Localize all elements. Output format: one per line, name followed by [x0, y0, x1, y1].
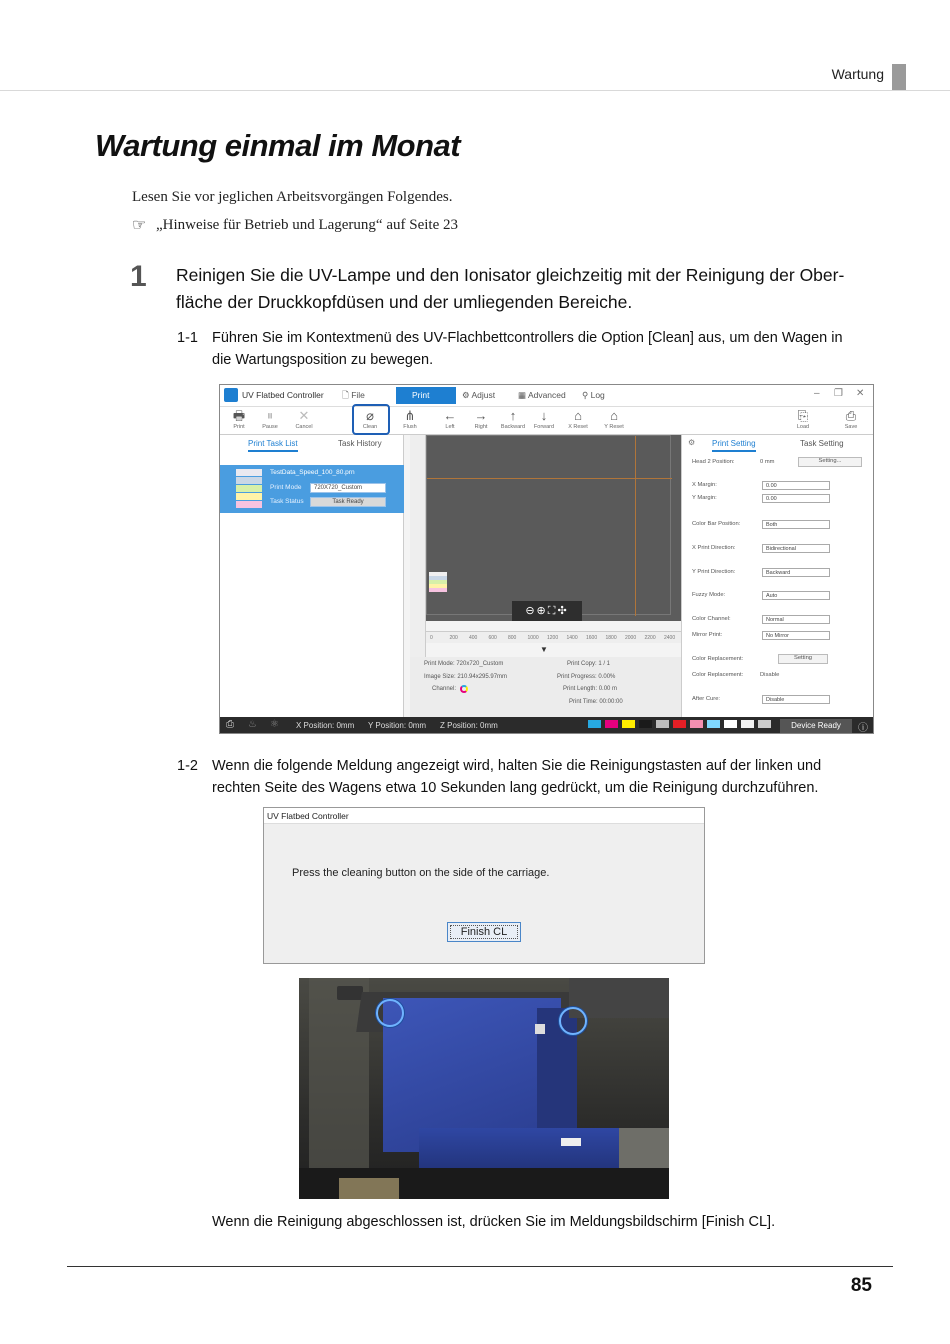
arrow-right-icon: → — [474, 408, 488, 423]
tool-label: Flush — [403, 424, 417, 430]
ruler-tick-label: 1800 — [605, 635, 617, 641]
arrow-down-icon: ↓ — [540, 408, 548, 423]
app-title: UV Flatbed Controller — [242, 390, 324, 400]
tool-label: Print — [233, 424, 245, 430]
substep-line: Führen Sie im Kontextmenü des UV-Flachbettcontrollers die Option [Clean] aus, um den Wagen in — [212, 330, 843, 346]
bed-guide-line — [635, 436, 636, 616]
left-cleaning-button-marker — [376, 999, 404, 1027]
thumbnail-stripe — [236, 493, 262, 500]
fuzzy-mode-select[interactable]: Auto — [762, 591, 830, 600]
ruler-tick-label: 2400 — [664, 635, 676, 641]
tool-label: X Reset — [568, 424, 588, 430]
save-tool-button[interactable] — [838, 408, 864, 430]
restore-icon[interactable]: ❐ — [834, 388, 843, 399]
ink-level-m — [605, 720, 618, 728]
substep-number: 1-2 — [177, 758, 198, 774]
substep-line: die Wartungsposition zu bewegen. — [212, 352, 434, 368]
after-cure-select[interactable]: Disable — [762, 695, 830, 704]
ink-level-wh — [724, 720, 737, 728]
substep-line: rechten Seite des Wagens etwa 10 Sekunden lang gedrückt, um die Reinigung durchzuführen. — [212, 780, 819, 796]
horizontal-ruler — [426, 631, 681, 643]
page-number: 85 — [850, 1275, 872, 1296]
tool-label: Clean — [362, 424, 378, 430]
close-icon[interactable]: ✕ — [856, 388, 865, 399]
app-statusbar — [220, 717, 873, 734]
task-list-panel — [220, 435, 404, 717]
menu-file-label: File — [351, 390, 365, 400]
y-direction-select[interactable]: Backward — [762, 568, 830, 577]
z-position-readout: Z Position: 0mm — [440, 721, 498, 730]
thumbnail-stripe — [236, 469, 262, 476]
flush-icon: ⋔ — [404, 408, 416, 423]
job-thumbnail — [429, 588, 447, 592]
setting-label: Head 2 Position: — [692, 459, 735, 465]
substep-1-2 — [0, 755, 950, 805]
ruler-tick-label: 800 — [508, 635, 517, 641]
vertical-ruler — [410, 435, 426, 657]
menu-adjust-label: Adjust — [471, 390, 496, 400]
minimize-icon[interactable]: – — [814, 388, 820, 399]
info-icon[interactable]: ⓘ — [858, 723, 868, 734]
fit-icon[interactable]: ⛶ — [547, 605, 558, 617]
left-tool-button[interactable] — [437, 408, 463, 430]
y-reset-tool-button[interactable] — [601, 408, 627, 430]
task-card[interactable] — [220, 465, 404, 513]
zoom-in-icon[interactable]: ⊕ — [536, 605, 548, 617]
info-print-mode: Print Mode: 720x720_Custom — [424, 661, 504, 667]
home-icon: ⌂ — [574, 408, 582, 423]
substep-text — [212, 327, 872, 371]
home-icon: ⌂ — [610, 408, 618, 423]
photo-plug — [337, 986, 363, 1000]
save-icon: ⎙ — [845, 408, 857, 423]
tool-label: Load — [796, 424, 810, 430]
footer-rule — [67, 1266, 893, 1267]
ink-level-o — [656, 720, 669, 728]
info-channel: Channel: — [432, 686, 457, 692]
backward-tool-button[interactable] — [500, 408, 526, 430]
info-print-progress: Print Progress: 0.00% — [557, 674, 616, 680]
photo-box — [339, 1178, 399, 1199]
step-text — [176, 262, 881, 316]
thumbnail-stripe — [236, 485, 262, 492]
ink-level-lm — [690, 720, 703, 728]
job-info-panel — [410, 657, 681, 717]
running-header: Wartung — [831, 66, 884, 82]
setting-label: Y Margin: — [692, 495, 717, 501]
dialog-title: UV Flatbed Controller — [264, 808, 704, 824]
setting-label: X Print Direction: — [692, 545, 736, 551]
arrow-up-icon: ↑ — [509, 408, 517, 423]
head-position-setting-button[interactable]: Setting... — [798, 457, 862, 467]
tool-label: Cancel — [295, 424, 313, 430]
tool-label: Right — [474, 424, 488, 430]
menu-advanced[interactable]: ▦ Advanced — [518, 390, 566, 400]
channel-color-icon — [460, 685, 468, 693]
ink-level-mnt — [758, 720, 771, 728]
mirror-print-select[interactable]: No Mirror — [762, 631, 830, 640]
ionizer-icon: ⚛ — [270, 719, 279, 730]
tab-print-task-list[interactable]: Print Task List — [248, 439, 298, 452]
carriage-photo — [299, 978, 669, 1199]
print-bed-area — [426, 435, 671, 615]
header-rule — [0, 90, 950, 91]
tool-label: Pause — [262, 424, 278, 430]
substep-1-1 — [0, 327, 950, 377]
pointing-hand-icon: ☞ — [132, 217, 147, 234]
step-text-line: fläche der Druckkopfdüsen und der umliegenden Bereiche. — [176, 292, 633, 312]
substep-line: Wenn die folgende Meldung angezeigt wird, halten Sie die Reinigungstasten auf der linken und — [212, 758, 822, 774]
right-tool-button[interactable] — [468, 408, 494, 430]
step-number: 1 — [130, 260, 147, 293]
clean-highlight-box — [352, 404, 390, 435]
menu-log-label: Log — [590, 390, 605, 400]
forward-tool-button[interactable] — [531, 408, 557, 430]
x-direction-select[interactable]: Bidirectional — [762, 544, 830, 553]
info-image-size: Image Size: 210.94x295.97mm — [424, 674, 508, 680]
menu-advanced-label: Advanced — [527, 390, 566, 400]
header-tab-marker — [892, 64, 906, 90]
pause-tool-button[interactable] — [257, 408, 283, 430]
app-logo-icon — [224, 388, 238, 402]
substep-number: 1-1 — [177, 330, 198, 346]
info-print-time: Print Time: 00:00:00 — [569, 699, 623, 705]
setting-value: Disable — [760, 672, 780, 678]
color-bar-select[interactable]: Both — [762, 520, 830, 529]
info-print-copy: Print Copy: 1 / 1 — [567, 661, 611, 667]
expand-icon[interactable]: ✣ — [557, 605, 569, 617]
task-status-field: Task Ready — [310, 497, 386, 507]
setting-label: After Cure: — [692, 696, 721, 702]
tool-label: Y Reset — [604, 424, 624, 430]
after-cleaning-text: Wenn die Reinigung abgeschlossen ist, drücken Sie im Meldungsbildschirm [Finish CL]. — [212, 1214, 776, 1230]
tool-label: Left — [445, 424, 455, 430]
ruler-tick-label: 0 — [430, 635, 433, 641]
y-position-readout: Y Position: 0mm — [368, 721, 427, 730]
tool-label: Backward — [500, 424, 526, 430]
menu-adjust[interactable]: ⚙ Adjust — [462, 390, 496, 400]
y-margin-input[interactable]: 0.00 — [762, 494, 830, 503]
zoom-controls[interactable] — [512, 601, 582, 621]
step-text-line: Reinigen Sie die UV-Lampe und den Ionisator gleichzeitig mit der Reinigung der Ober- — [176, 265, 845, 285]
setting-label: Y Print Direction: — [692, 569, 736, 575]
thumbnail-stripe — [236, 501, 262, 508]
ruler-tick-label: 1600 — [586, 635, 598, 641]
ruler-tick-label: 600 — [488, 635, 497, 641]
tool-label: Save — [844, 424, 858, 430]
x-reset-tool-button[interactable] — [565, 408, 591, 430]
load-tool-button[interactable] — [790, 408, 816, 430]
substep-text — [212, 755, 872, 799]
setting-value: 0 mm — [760, 459, 775, 465]
ruler-tick-label: 1200 — [547, 635, 559, 641]
info-print-length: Print Length: 0.00 m — [563, 686, 618, 692]
ink-level-c — [588, 720, 601, 728]
load-icon: ⎘ — [797, 408, 809, 423]
print-mode-label: Print Mode — [270, 484, 302, 491]
setting-label: Color Bar Position: — [692, 521, 741, 527]
cure-lamp-icon: ♨ — [248, 719, 257, 730]
pause-icon: ⏸ — [266, 408, 274, 423]
ink-level-r — [673, 720, 686, 728]
photo-label — [561, 1138, 581, 1146]
color-replacement-setting-button[interactable]: Setting — [778, 654, 828, 664]
menu-file[interactable]: 🗋 File — [342, 390, 365, 400]
print-tool-button[interactable] — [226, 408, 252, 430]
tab-task-history[interactable]: Task History — [338, 439, 382, 448]
x-margin-input[interactable]: 0.00 — [762, 481, 830, 490]
arrow-left-icon: ← — [443, 408, 457, 423]
finish-cl-button[interactable]: Finish CL — [447, 922, 521, 942]
task-name: TestData_Speed_100_80.prn — [270, 469, 355, 476]
photo-label — [535, 1024, 545, 1034]
setting-label: Fuzzy Mode: — [692, 592, 726, 598]
ruler-tick-label: 2200 — [644, 635, 656, 641]
ink-level-v — [741, 720, 754, 728]
print-canvas[interactable] — [426, 435, 681, 621]
settings-gear-icon: ⚙ — [688, 438, 696, 447]
ink-level-k — [639, 720, 652, 728]
device-ready-status: Device Ready — [780, 719, 852, 733]
clean-icon: ⌀ — [366, 408, 374, 423]
thumbnail-stripe — [236, 477, 262, 484]
app-titlebar — [220, 385, 873, 407]
print-setting-panel — [681, 435, 874, 717]
controller-screenshot — [219, 384, 874, 734]
page-title: Wartung einmal im Monat — [95, 128, 461, 163]
app-toolbar — [220, 407, 873, 435]
x-position-readout: X Position: 0mm — [296, 721, 355, 730]
cancel-icon: ✕ — [298, 408, 310, 423]
ruler-tick-label: 1400 — [566, 635, 578, 641]
color-channel-select[interactable]: Normal — [762, 615, 830, 624]
cross-reference[interactable] — [132, 215, 458, 235]
ruler-tick-label: 1000 — [527, 635, 539, 641]
photo-carriage-base — [419, 1128, 619, 1172]
ink-level-lc — [707, 720, 720, 728]
print-mode-select[interactable]: 720X720_Custom — [310, 483, 386, 493]
right-cleaning-button-marker — [559, 1007, 587, 1035]
tool-label: Forward — [533, 424, 555, 430]
ink-level-y — [622, 720, 635, 728]
device-icon: ⎙ — [226, 719, 234, 730]
dialog-message: Press the cleaning button on the side of the carriage. — [292, 867, 550, 879]
setting-label: Mirror Print: — [692, 632, 723, 638]
setting-label: Color Channel: — [692, 616, 731, 622]
tab-print-setting[interactable]: Print Setting — [712, 439, 756, 452]
menu-print[interactable]: Print — [396, 387, 456, 404]
setting-label: X Margin: — [692, 482, 717, 488]
tab-task-setting[interactable]: Task Setting — [800, 439, 844, 448]
ruler-tick-label: 200 — [449, 635, 458, 641]
task-status-label: Task Status — [270, 498, 304, 505]
setting-label: Color Replacement: — [692, 672, 744, 678]
flush-tool-button[interactable] — [397, 408, 423, 430]
ruler-tick-label: 2000 — [625, 635, 637, 641]
cleaning-dialog-screenshot — [263, 807, 705, 964]
cancel-tool-button[interactable] — [291, 408, 317, 430]
menu-log[interactable]: ⚲ Log — [582, 390, 605, 400]
zoom-out-icon[interactable]: ⊖ — [525, 605, 537, 617]
intro-text: Lesen Sie vor jeglichen Arbeitsvorgängen Folgendes. — [132, 189, 453, 205]
reference-link-text[interactable]: „Hinweise für Betrieb und Lagerung“ auf Seite 23 — [156, 216, 458, 233]
collapse-arrow-icon[interactable]: ▼ — [540, 645, 548, 654]
printer-icon: 🖶 — [232, 408, 246, 423]
ruler-tick-label: 400 — [469, 635, 478, 641]
setting-label: Color Replacement: — [692, 656, 744, 662]
